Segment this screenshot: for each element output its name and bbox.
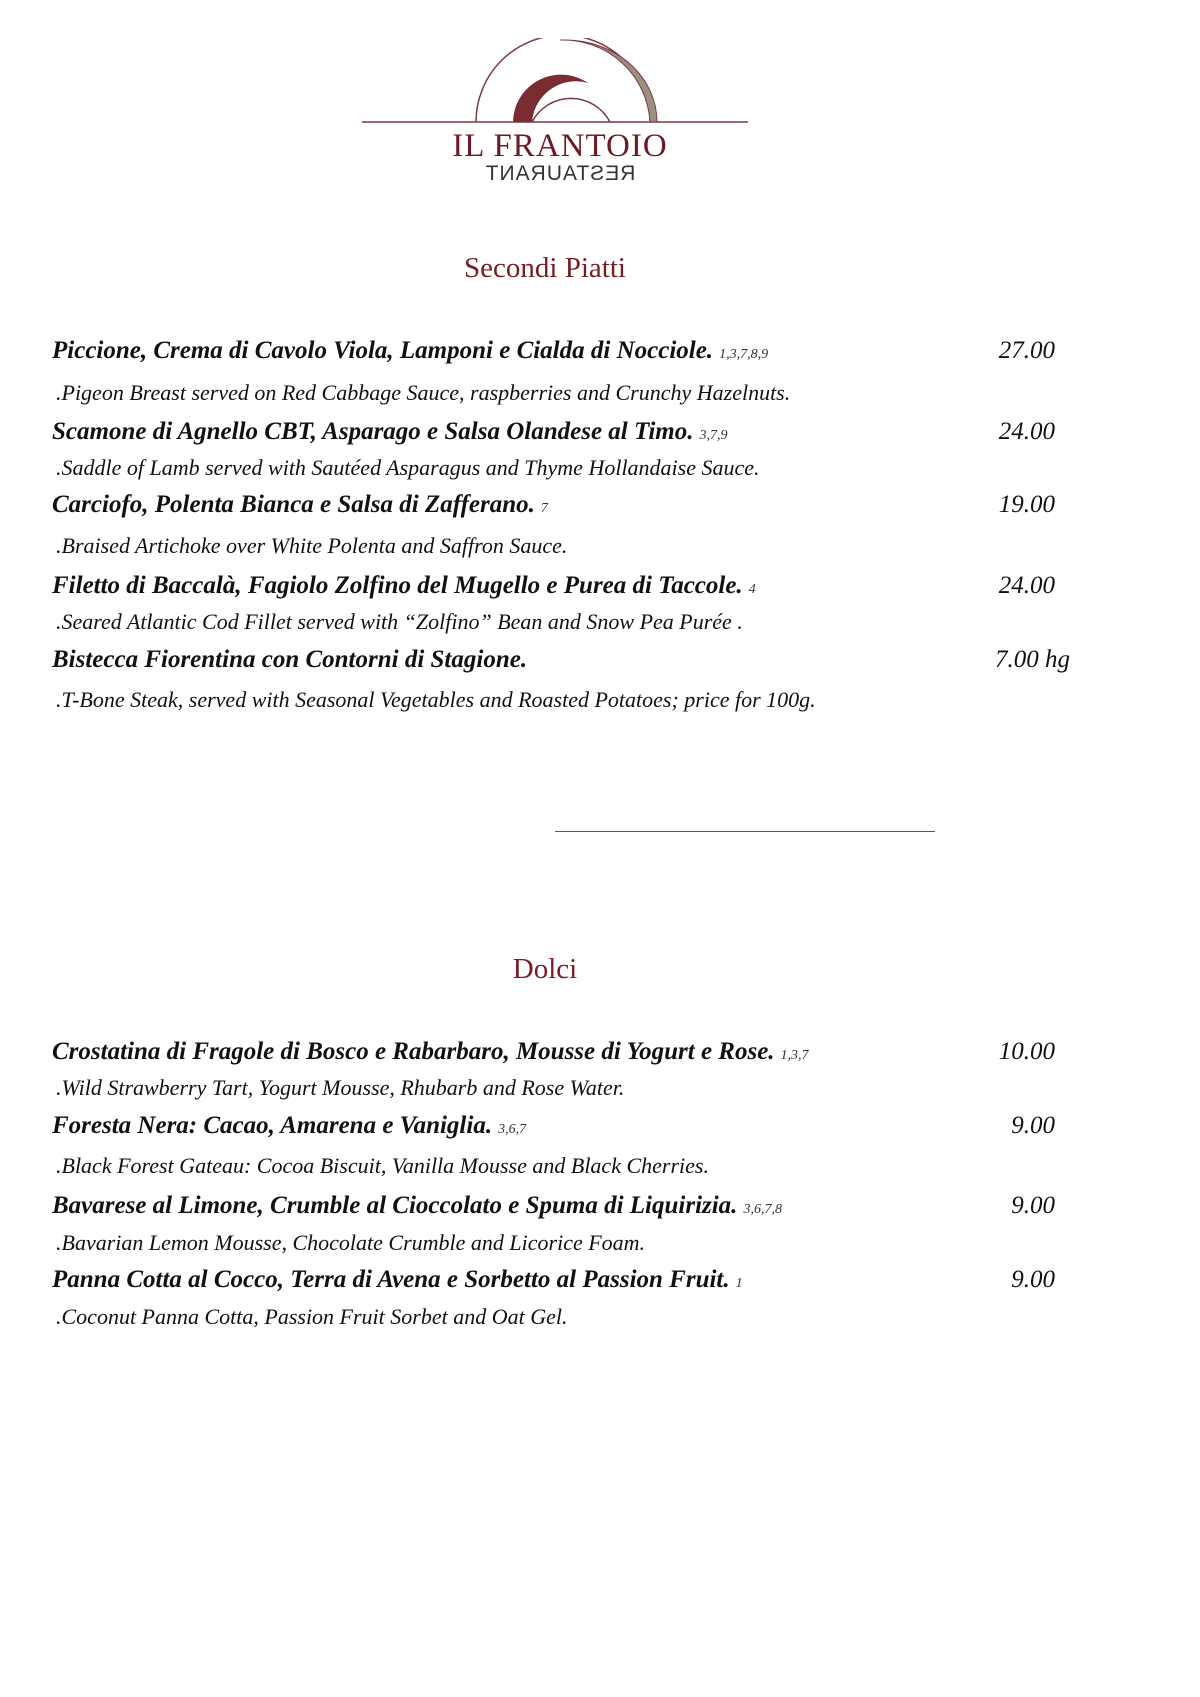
item-allergens: 3,6,7,8 — [743, 1202, 782, 1217]
item-description: .Wild Strawberry Tart, Yogurt Mousse, Rhubarb and Rose Water. — [56, 1075, 625, 1100]
item-description: .Seared Atlantic Cod Fillet served with “Zolfino” Bean and Snow Pea Purée . — [56, 609, 743, 634]
item-description: .Bavarian Lemon Mousse, Chocolate Crumble and Licorice Foam. — [56, 1230, 646, 1255]
item-name: Filetto di Baccalà, Fagiolo Zolfino del Mugello e Purea di Taccole. 4 — [52, 572, 756, 599]
item-allergens: 1 — [735, 1276, 743, 1291]
item-name: Panna Cotta al Cocco, Terra di Avena e Sorbetto al Passion Fruit. 1 — [52, 1266, 743, 1293]
item-description: .Black Forest Gateau: Cocoa Biscuit, Vanilla Mousse and Black Cherries. — [56, 1153, 709, 1178]
item-allergens: 1,3,7 — [780, 1048, 809, 1063]
item-name: Scamone di Agnello CBT, Asparago e Salsa Olandese al Timo. 3,7,9 — [52, 418, 728, 445]
item-price: 9.00 — [1011, 1266, 1055, 1293]
item-price: 9.00 — [1011, 1112, 1055, 1139]
item-price: 7.00 hg — [995, 646, 1070, 673]
item-price: 27.00 — [998, 337, 1055, 364]
item-name: Crostatina di Fragole di Bosco e Rabarbaro, Mousse di Yogurt e Rose. 1,3,7 — [52, 1038, 809, 1065]
brand-name: IL FRANTOIO — [452, 128, 668, 164]
item-price: 10.00 — [998, 1038, 1055, 1065]
brand-subtitle: RESTAURANT — [484, 162, 636, 185]
item-name: Foresta Nera: Cacao, Amarena e Vaniglia. 3,6,7 — [52, 1112, 527, 1139]
item-allergens: 7 — [540, 501, 548, 516]
item-price: 19.00 — [998, 491, 1055, 518]
item-name: Bistecca Fiorentina con Contorni di Stagione. — [52, 646, 528, 673]
item-name: Bavarese al Limone, Crumble al Cioccolato e Spuma di Liquirizia. 3,6,7,8 — [52, 1192, 782, 1219]
item-allergens: 3,7,9 — [699, 428, 728, 443]
item-allergens: 1,3,7,8,9 — [719, 347, 769, 362]
item-price: 24.00 — [998, 572, 1055, 599]
item-description: .Coconut Panna Cotta, Passion Fruit Sorbet and Oat Gel. — [56, 1304, 568, 1329]
item-description: .Saddle of Lamb served with Sautéed Asparagus and Thyme Hollandaise Sauce. — [56, 455, 760, 480]
section-title-dolci: Dolci — [512, 953, 578, 985]
item-description: .T-Bone Steak, served with Seasonal Vegetables and Roasted Potatoes; price for 100g. — [56, 687, 816, 712]
item-name: Piccione, Crema di Cavolo Viola, Lamponi e Cialda di Nocciole. 1,3,7,8,9 — [52, 337, 769, 364]
section-divider — [555, 831, 935, 832]
item-allergens: 3,6,7 — [498, 1122, 527, 1137]
item-price: 9.00 — [1011, 1192, 1055, 1219]
item-description: .Braised Artichoke over White Polenta and Saffron Sauce. — [56, 533, 568, 558]
item-description: .Pigeon Breast served on Red Cabbage Sauce, raspberries and Crunchy Hazelnuts. — [56, 380, 791, 405]
item-price: 24.00 — [998, 418, 1055, 445]
item-name: Carciofo, Polenta Bianca e Salsa di Zafferano. 7 — [52, 491, 548, 518]
item-allergens: 4 — [748, 582, 756, 597]
section-title-secondi: Secondi Piatti — [464, 252, 626, 284]
